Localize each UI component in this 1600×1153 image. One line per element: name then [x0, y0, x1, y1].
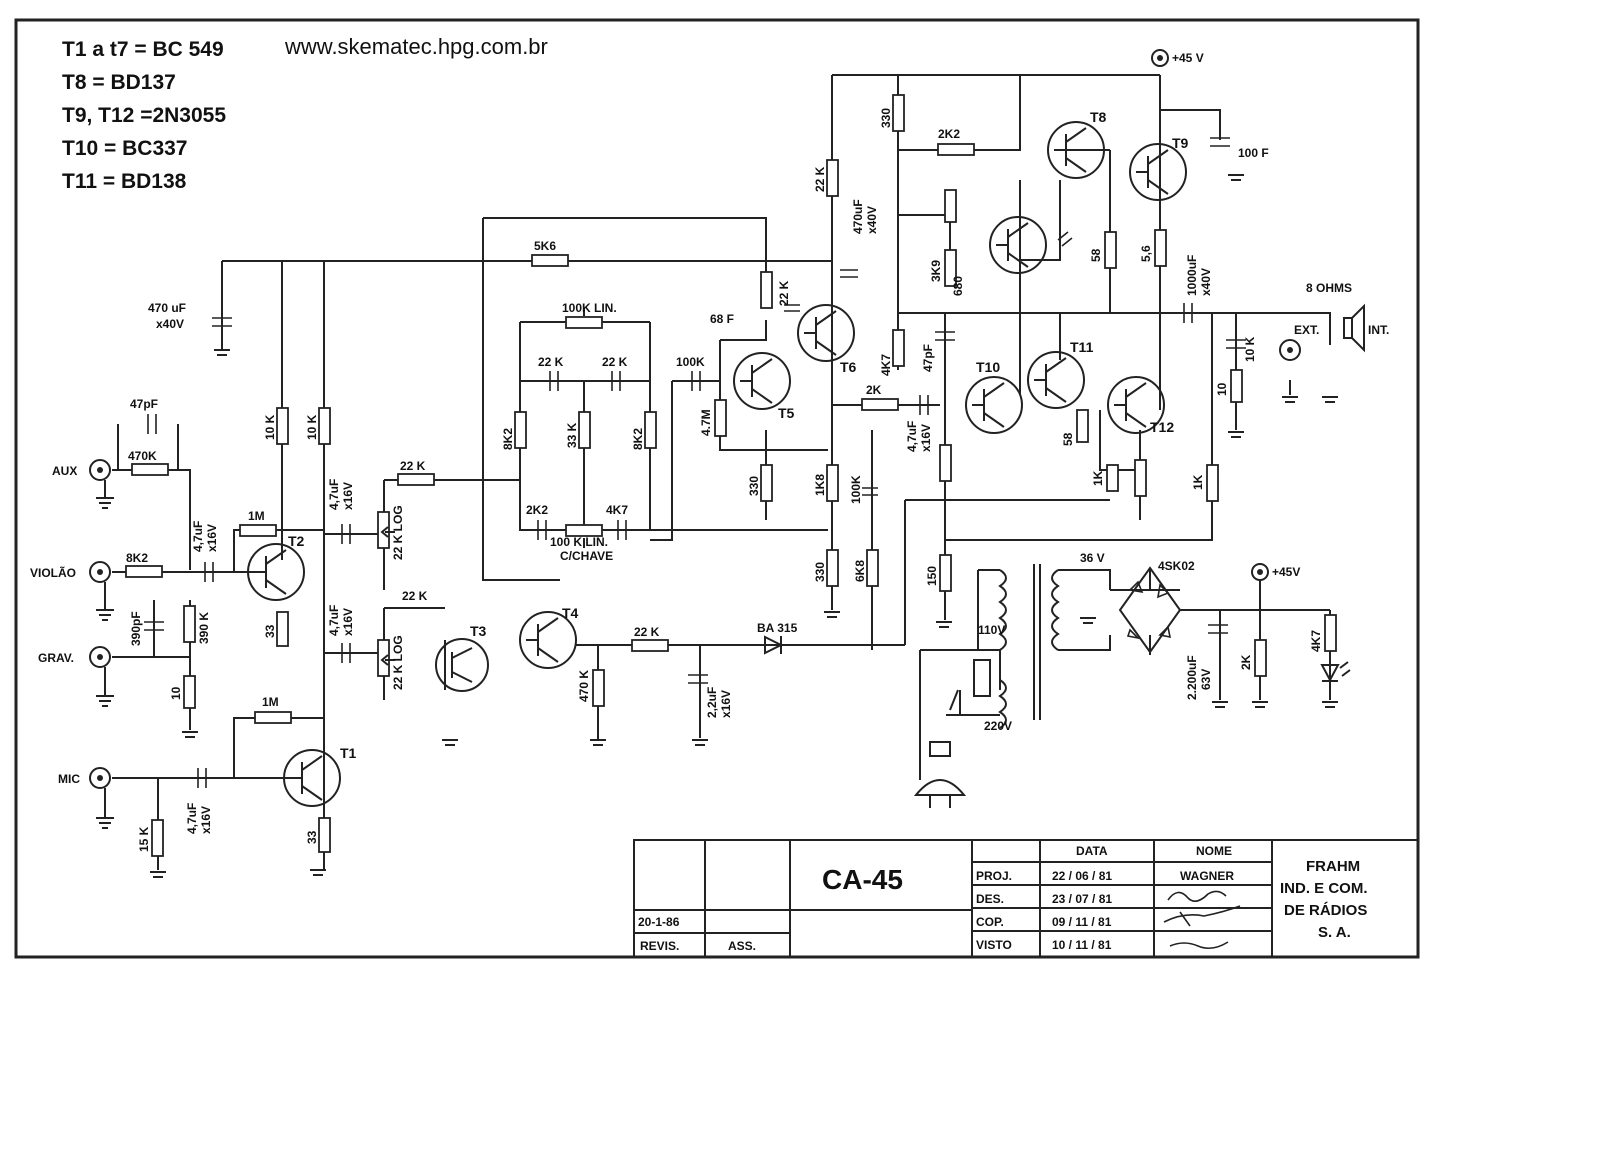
label-p100k-sw: 100 K LIN.: [550, 535, 609, 549]
label-v45-psu: +45V: [1272, 565, 1301, 579]
label-p100k-lin: 100K LIN.: [562, 301, 617, 315]
label-c470uf-left-v: x40V: [156, 317, 185, 331]
title-block: [634, 840, 1418, 957]
label-p22klog-b: 22 K LOG: [391, 635, 405, 690]
label-ext: EXT.: [1294, 323, 1320, 337]
label-r6k8: 6K8: [853, 559, 867, 582]
company-line4: S. A.: [1318, 924, 1351, 941]
label-c470uf-top-v: x40V: [865, 205, 879, 234]
label-int: INT.: [1368, 323, 1390, 337]
label-c47uf-grav: 4,7uF: [327, 604, 341, 636]
label-r3k9: 3K9: [929, 259, 943, 282]
label-r22k-b: 22 K: [402, 589, 428, 603]
label-v45-top: +45 V: [1172, 51, 1204, 65]
label-r330-top: 330: [879, 107, 893, 128]
transformer: [1000, 564, 1058, 728]
label-r58b: 58: [1061, 432, 1075, 446]
label-r8k2-in: 8K2: [126, 551, 149, 565]
label-c47uf-in-v: x16V: [205, 523, 219, 552]
revis-label: REVIS.: [640, 939, 680, 953]
label-p22klog-a: 22 K LOG: [391, 505, 405, 560]
label-c47uf-grav-v: x16V: [341, 607, 355, 636]
revision-date: 20-1-86: [638, 915, 680, 929]
label-diode: BA 315: [757, 621, 798, 635]
note-t9-t12: T9, T12 =2N3055: [62, 104, 227, 127]
company-line1: FRAHM: [1306, 858, 1361, 875]
row-visto-date: 10 / 11 / 81: [1052, 938, 1112, 952]
label-r150: 150: [925, 565, 939, 586]
model-name: CA-45: [822, 864, 903, 895]
label-r330b: 330: [813, 561, 827, 582]
label-r100k: 100K: [849, 475, 863, 504]
label-110v: 110V: [978, 623, 1006, 637]
label-r22k-top: 22 K: [813, 166, 827, 192]
label-r8k2-a: 8K2: [501, 427, 515, 450]
label-grav: GRAV.: [38, 651, 75, 665]
nome-header: NOME: [1196, 844, 1232, 858]
label-mic: MIC: [58, 772, 80, 786]
label-c470uf-left: 470 uF: [148, 301, 187, 315]
label-aux: AUX: [52, 464, 78, 478]
label-c2uf: 2,2uF: [705, 686, 719, 718]
label-c1000uf: 1000uF: [1185, 254, 1199, 296]
label-c22k-a: 22 K: [538, 355, 564, 369]
label-c47uf-in: 4,7uF: [191, 520, 205, 552]
mains-plug-icon: [916, 742, 964, 808]
row-cop-role: COP.: [976, 915, 1004, 929]
note-t8: T8 = BD137: [62, 71, 176, 94]
row-visto-role: VISTO: [976, 938, 1012, 952]
label-r2k-psu: 2K: [1239, 654, 1253, 670]
label-p680: 680: [951, 275, 965, 296]
label-c470uf-top: 470uF: [851, 199, 865, 234]
label-c2uf-v: x16V: [719, 689, 733, 718]
label-r10k-b: 10 K: [305, 414, 319, 440]
label-speaker-ohms: 8 OHMS: [1306, 281, 1353, 295]
label-violao: VIOLÃO: [30, 566, 77, 580]
transistor-t5: [734, 353, 790, 409]
label-c47uf-fb-v: x16V: [919, 423, 933, 452]
label-t10: T10: [976, 359, 1001, 375]
row-des-date: 23 / 07 / 81: [1052, 892, 1113, 906]
transistor-t1: [284, 750, 340, 806]
transistor-t11: [1028, 352, 1084, 408]
label-r10k-a: 10 K: [263, 414, 277, 440]
transistor-t10: [966, 377, 1022, 433]
label-rectifier: 4SK02: [1158, 559, 1195, 573]
label-c47pf: 47pF: [130, 397, 159, 411]
label-r470k: 470K: [128, 449, 157, 463]
ass-label: ASS.: [728, 939, 757, 953]
power-switch: [946, 690, 964, 715]
label-t8: T8: [1090, 109, 1107, 125]
power-led-icon: [1322, 662, 1350, 681]
label-c47uf-fb: 4,7uF: [905, 420, 919, 452]
label-c47pf-b: 47pF: [921, 343, 935, 372]
label-t1: T1: [340, 745, 357, 761]
speaker-icon: [1344, 306, 1364, 350]
label-t12: T12: [1150, 419, 1175, 435]
label-r10k-out: 10 K: [1243, 336, 1257, 362]
label-c1000uf-v: x40V: [1199, 267, 1213, 296]
row-proj-date: 22 / 06 / 81: [1052, 869, 1113, 883]
row-proj-role: PROJ.: [976, 869, 1013, 883]
label-r5k6: 5K6: [534, 239, 557, 253]
label-c47uf-t2-v: x16V: [341, 481, 355, 510]
label-r33k: 33 K: [565, 422, 579, 448]
label-p100k-sw-2: C/CHAVE: [560, 549, 614, 563]
label-r8k2-b: 8K2: [631, 427, 645, 450]
label-t9: T9: [1172, 135, 1189, 151]
label-c2k2: 2K2: [526, 503, 549, 517]
label-c22k-b: 22 K: [602, 355, 628, 369]
label-36v: 36 V: [1080, 551, 1105, 565]
label-r4k7: 4K7: [879, 353, 893, 376]
label-r58: 58: [1089, 248, 1103, 262]
label-c100k: 100K: [676, 355, 705, 369]
label-t4: T4: [562, 605, 579, 621]
label-c68: 68 F: [710, 312, 735, 326]
transistor-t7: [990, 217, 1046, 273]
website-link[interactable]: www.skematec.hpg.com.br: [285, 34, 548, 59]
capacitors: [144, 138, 1246, 788]
label-filter-cap: 2.200uF: [1185, 655, 1199, 700]
signature-des: [1168, 891, 1226, 901]
label-r1k8: 1K8: [813, 473, 827, 496]
label-c47uf-mic-v: x16V: [199, 805, 213, 834]
company-line2: IND. E COM.: [1280, 880, 1368, 897]
label-220v: 220V: [984, 719, 1013, 733]
label-r1m-a: 1M: [248, 509, 265, 523]
company-line3: DE RÁDIOS: [1284, 902, 1368, 919]
label-c47uf-mic: 4,7uF: [185, 802, 199, 834]
signature-visto: [1170, 942, 1228, 948]
data-header: DATA: [1076, 844, 1108, 858]
note-t10: T10 = BC337: [62, 137, 188, 160]
label-r22k-a: 22 K: [400, 459, 426, 473]
voltage-selector: [974, 660, 990, 696]
label-r4m7: 4.7M: [699, 409, 713, 436]
label-r33-b: 33: [305, 830, 319, 844]
label-r4k7-psu: 4K7: [1309, 629, 1323, 652]
label-r10: 10: [169, 686, 183, 700]
label-r33-a: 33: [263, 624, 277, 638]
label-r2k2: 2K2: [938, 127, 961, 141]
transistor-t3: [436, 639, 488, 691]
label-r1k-a: 1K: [1091, 470, 1105, 486]
label-filter-cap-v: 63V: [1199, 668, 1213, 690]
row-cop-date: 09 / 11 / 81: [1052, 915, 1112, 929]
label-c100f: 100 F: [1238, 146, 1269, 160]
label-c4k7: 4K7: [606, 503, 629, 517]
label-c390pf: 390pF: [129, 611, 143, 646]
row-des-role: DES.: [976, 892, 1005, 906]
label-r470k-t4: 470 K: [577, 669, 591, 702]
label-t11: T11: [1070, 339, 1094, 355]
resistors: [126, 95, 1336, 856]
label-t3: T3: [470, 623, 487, 639]
label-r15k: 15 K: [137, 826, 151, 852]
label-r330: 330: [747, 475, 761, 496]
label-r5-top: 5,6: [1139, 245, 1153, 262]
label-r22k-t5: 22 K: [777, 280, 791, 306]
note-t1-t7: T1 a t7 = BC 549: [62, 38, 224, 61]
label-t2: T2: [288, 533, 305, 549]
label-r10-out: 10: [1215, 382, 1229, 396]
label-r390k: 390 K: [197, 611, 211, 644]
wiring: [112, 75, 1330, 870]
label-r2k: 2K: [866, 383, 882, 397]
transistor-t2: [248, 544, 304, 600]
note-t11: T11 = BD138: [62, 170, 187, 193]
row-proj-name: WAGNER: [1180, 869, 1234, 883]
label-c47uf-t2: 4,7uF: [327, 478, 341, 510]
label-r1k-b: 1K: [1191, 474, 1205, 490]
transistor-t6: [798, 305, 854, 361]
label-t6: T6: [840, 359, 857, 375]
transistor-t9: [1130, 144, 1186, 200]
label-r22k-t4: 22 K: [634, 625, 660, 639]
label-t5: T5: [778, 405, 795, 421]
label-r1m-b: 1M: [262, 695, 279, 709]
